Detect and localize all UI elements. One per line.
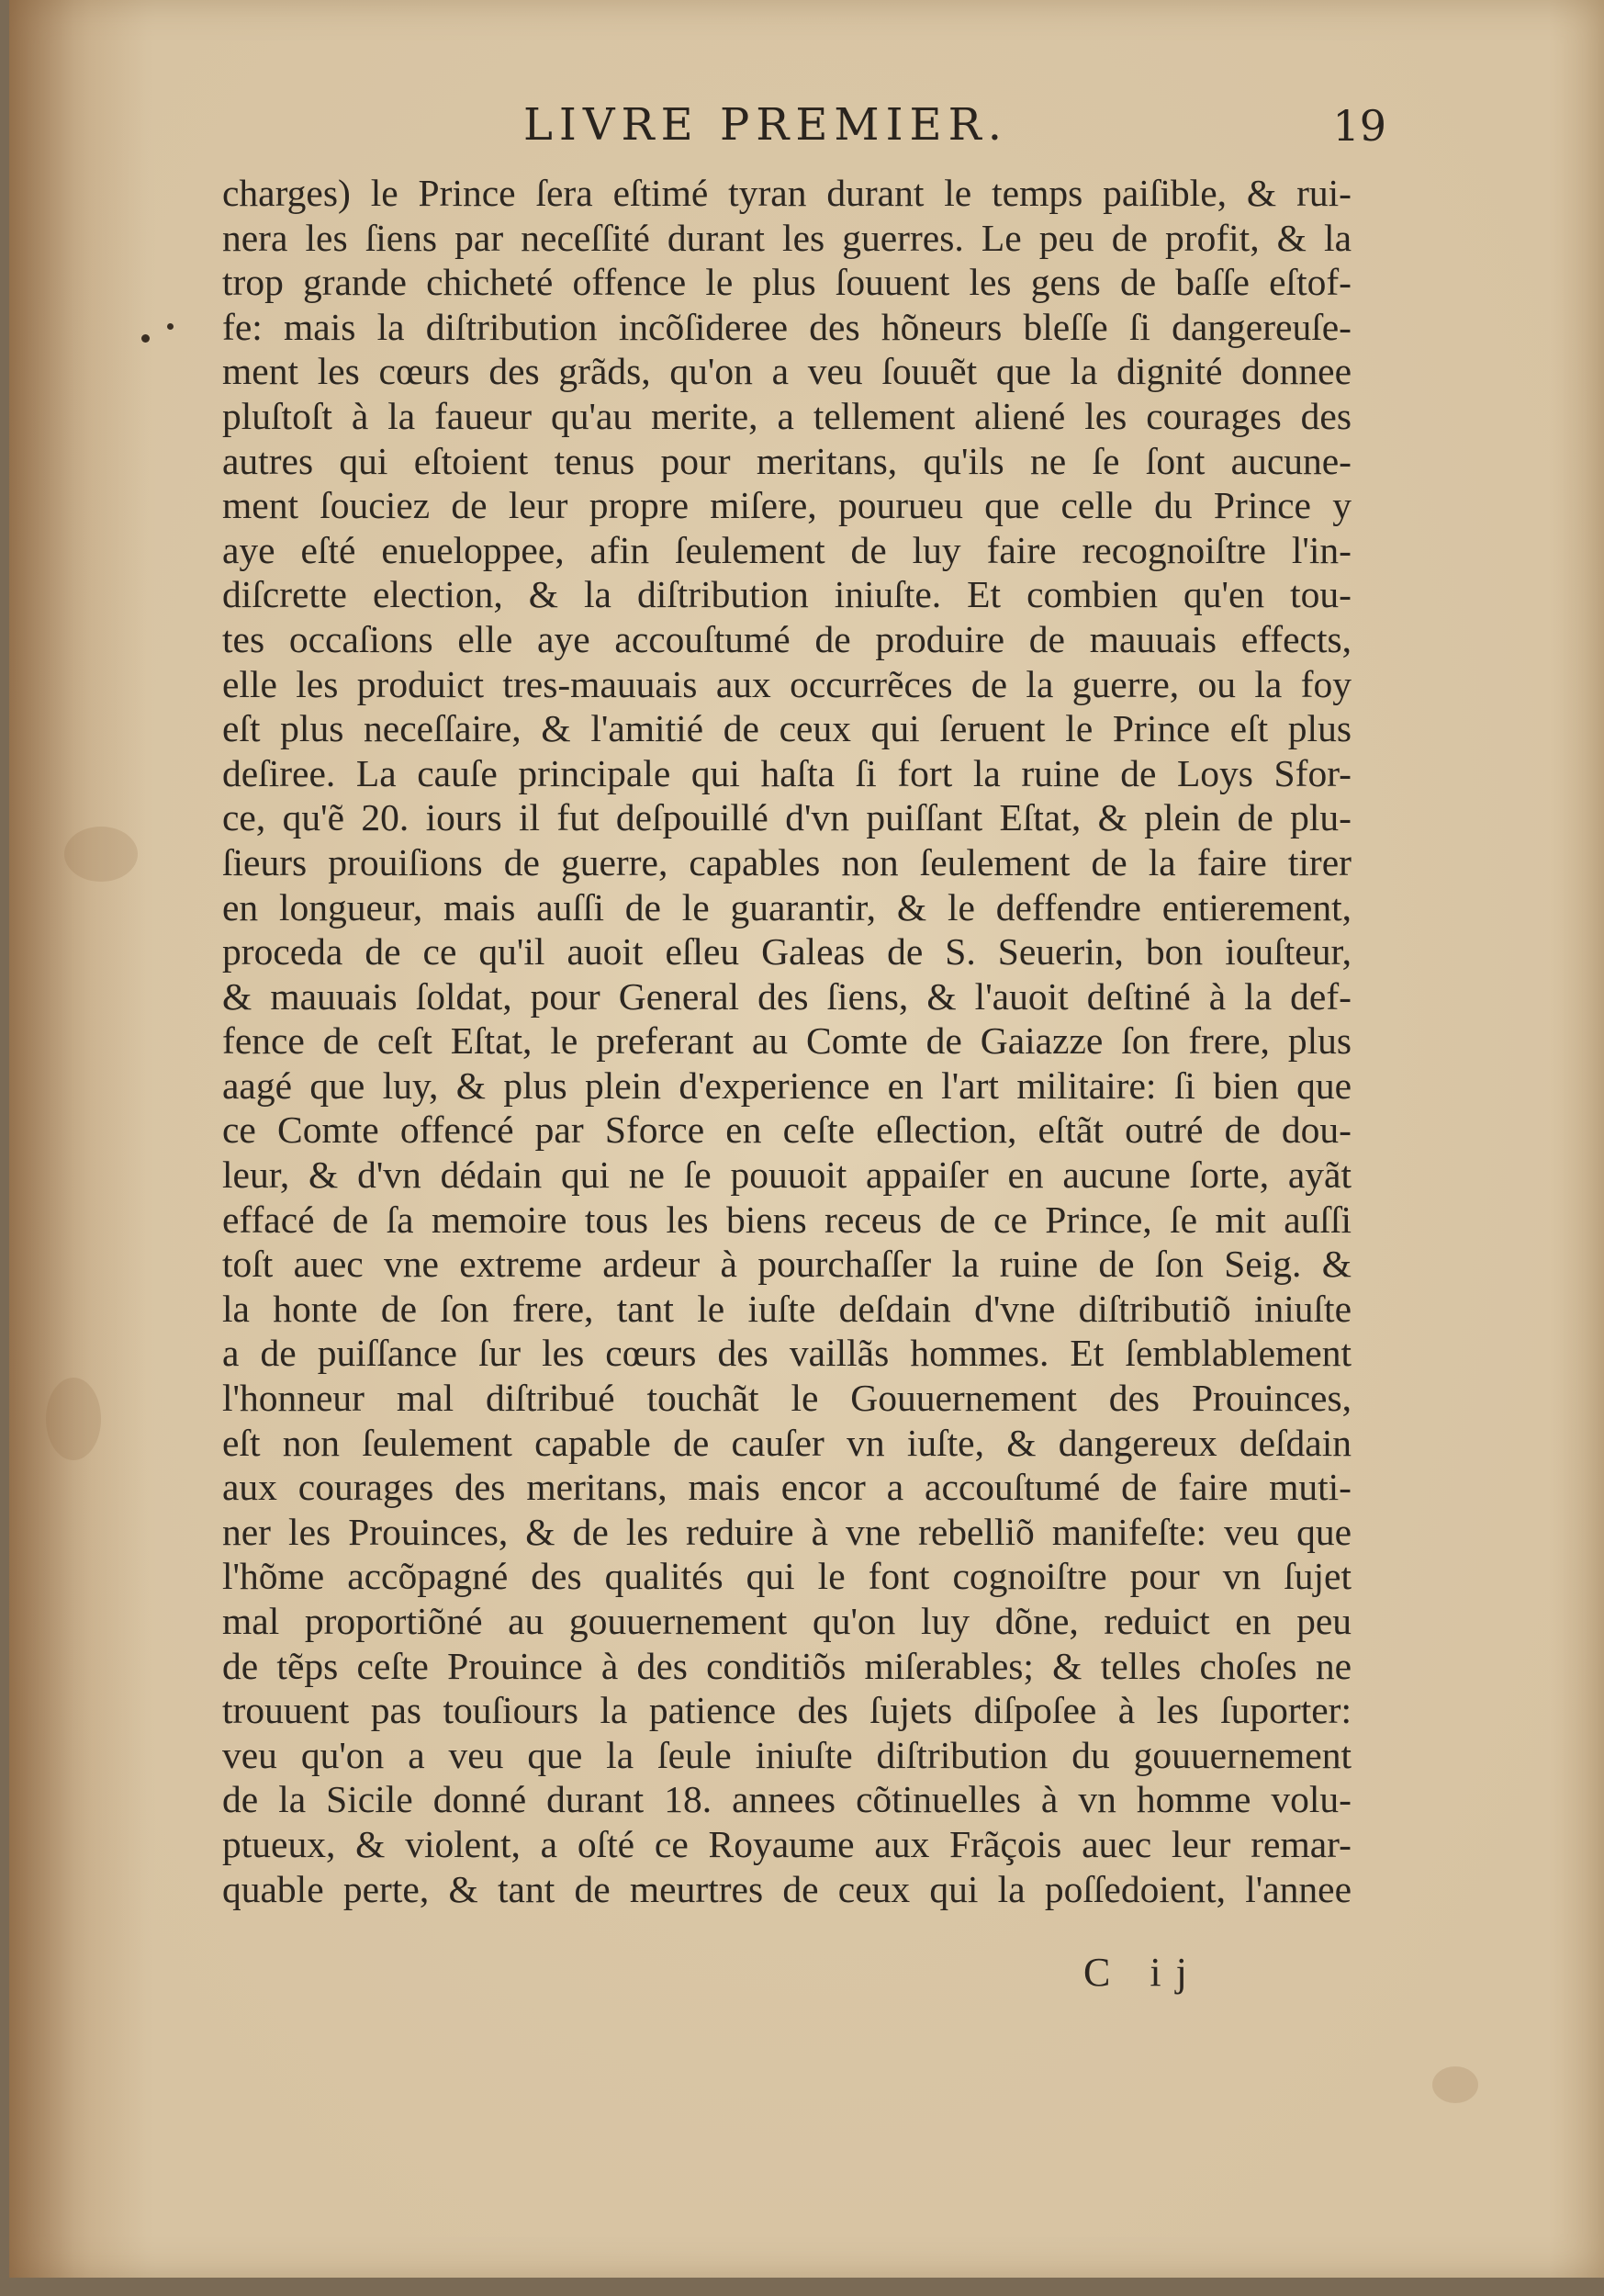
text-line: toſt auec vne extreme ardeur à pourchaſſer la ruine de ſon Seig. &: [222, 1243, 1352, 1286]
text-line: mal proportiõné au gouuernement qu'on luy dõne, reduict en peu: [222, 1600, 1352, 1642]
text-line: tes occaſions elle aye accouſtumé de produire de mauuais effects,: [222, 617, 1352, 660]
text-line: trop grande chicheté offence le plus ſouuent les gens de baſſe eſtof-: [222, 261, 1352, 304]
foxing-stain: [1432, 2066, 1478, 2103]
text-line: ptueux, & violent, a oſté ce Royaume aux Frãçois auec leur remar-: [222, 1822, 1352, 1865]
text-line: la honte de ſon frere, tant le iuſte deſdain d'vne diſtributiõ iniuſte: [222, 1287, 1352, 1330]
text-line: ce Comte offencé par Sforce en ceſte eſlection, eſtãt outré de dou-: [222, 1109, 1352, 1152]
text-line: ment ſouciez de leur propre miſere, pourueu que celle du Prince y: [222, 484, 1352, 527]
text-line: proceda de ce qu'il auoit eſleu Galeas de S. Seuerin, bon iouſteur,: [222, 930, 1352, 974]
text-line: veu qu'on a veu que la ſeule iniuſte diſtribution du gouuernement: [222, 1733, 1352, 1776]
text-line: aagé que luy, & plus plein d'experience en l'art militaire: ſi bien que: [222, 1064, 1352, 1107]
text-line: ment les cœurs des grãds, qu'on a veu ſouuẽt que la dignité donnee: [222, 350, 1352, 393]
text-line: ce, qu'ẽ 20. iours il fut deſpouillé d'vn puiſſant Eſtat, & plein de plu-: [222, 796, 1352, 839]
margin-mark: [167, 323, 174, 330]
foxing-stain: [64, 827, 138, 882]
text-line: l'honneur mal diſtribué touchãt le Gouuernement des Prouinces,: [222, 1377, 1352, 1420]
text-line: leur, & d'vn dédain qui ne ſe pouuoit appaiſer en aucune ſorte, ayãt: [222, 1154, 1352, 1197]
text-line: effacé de ſa memoire tous les biens receus de ce Prince, ſe mit auſſi: [222, 1198, 1352, 1241]
text-line: de tẽps ceſte Prouince à des conditiõs miſerables; & telles choſes ne: [222, 1644, 1352, 1687]
text-line: de la Sicile donné durant 18. annees cõtinuelles à vn homme volu-: [222, 1778, 1352, 1821]
text-line: eſt plus neceſſaire, & l'amitié de ceux qui ſeruent le Prince eſt plus: [222, 707, 1352, 750]
text-line: aux courages des meritans, mais encor a accouſtumé de faire muti-: [222, 1466, 1352, 1509]
running-title: LIVRE PREMIER.: [523, 99, 1008, 151]
text-line: fence de ceſt Eſtat, le preferant au Comte de Gaiazze ſon frere, plus: [222, 1019, 1352, 1063]
text-line: eſt non ſeulement capable de cauſer vn iuſte, & dangereux deſdain: [222, 1421, 1352, 1464]
text-line: autres qui eſtoient tenus pour meritans, qu'ils ne ſe ſont aucune-: [222, 439, 1352, 482]
text-line: en longueur, mais auſſi de le guarantir, & le deffendre entierement,: [222, 885, 1352, 929]
text-line: pluſtoſt à la faueur qu'au merite, a tellement aliené les courages des: [222, 394, 1352, 437]
text-line: fe: mais la diſtribution incõſideree des hõneurs bleſſe ſi dangereuſe-: [222, 305, 1352, 348]
margin-mark: [141, 334, 150, 343]
page-number: 19: [1332, 101, 1386, 151]
text-line: deſiree. La cauſe principale qui haſta ſi fort la ruine de Loys Sfor-: [222, 751, 1352, 794]
text-line: charges) le Prince ſera eſtimé tyran durant le temps paiſible, & rui-: [222, 172, 1352, 214]
page-header: [505, 99, 1386, 163]
text-line: quable perte, & tant de meurtres de ceux qui la poſſedoient, l'annee: [222, 1867, 1352, 1910]
text-line: aye eſté enueloppee, afin ſeulement de luy faire recognoiſtre l'in-: [222, 528, 1352, 571]
foxing-stain: [46, 1378, 101, 1460]
text-line: a de puiſſance ſur les cœurs des vaillãs hommes. Et ſemblablement: [222, 1332, 1352, 1375]
text-line: ner les Prouinces, & de les reduire à vne rebelliõ manifeſte: veu que: [222, 1510, 1352, 1553]
text-line: elle les produict tres-mauuais aux occurrẽces de la guerre, ou la foy: [222, 662, 1352, 705]
page-binding-shadow: [9, 0, 147, 2278]
book-page: [9, 0, 1604, 2278]
body-text: [222, 171, 1352, 1911]
text-line: trouuent pas touſiours la patience des ſujets diſpoſee à les ſuporter:: [222, 1689, 1352, 1732]
text-line: & mauuais ſoldat, pour General des ſiens, & l'auoit deſtiné à la def-: [222, 974, 1352, 1018]
signature-mark: C ij: [1083, 1950, 1202, 1995]
text-line: ſieurs prouiſions de guerre, capables non ſeulement de la faire tirer: [222, 840, 1352, 884]
text-line: nera les ſiens par neceſſité durant les guerres. Le peu de profit, & la: [222, 216, 1352, 259]
text-line: l'hõme accõpagné des qualités qui le font cognoiſtre pour vn ſujet: [222, 1555, 1352, 1598]
text-line: diſcrette election, & la diſtribution iniuſte. Et combien qu'en tou-: [222, 573, 1352, 616]
